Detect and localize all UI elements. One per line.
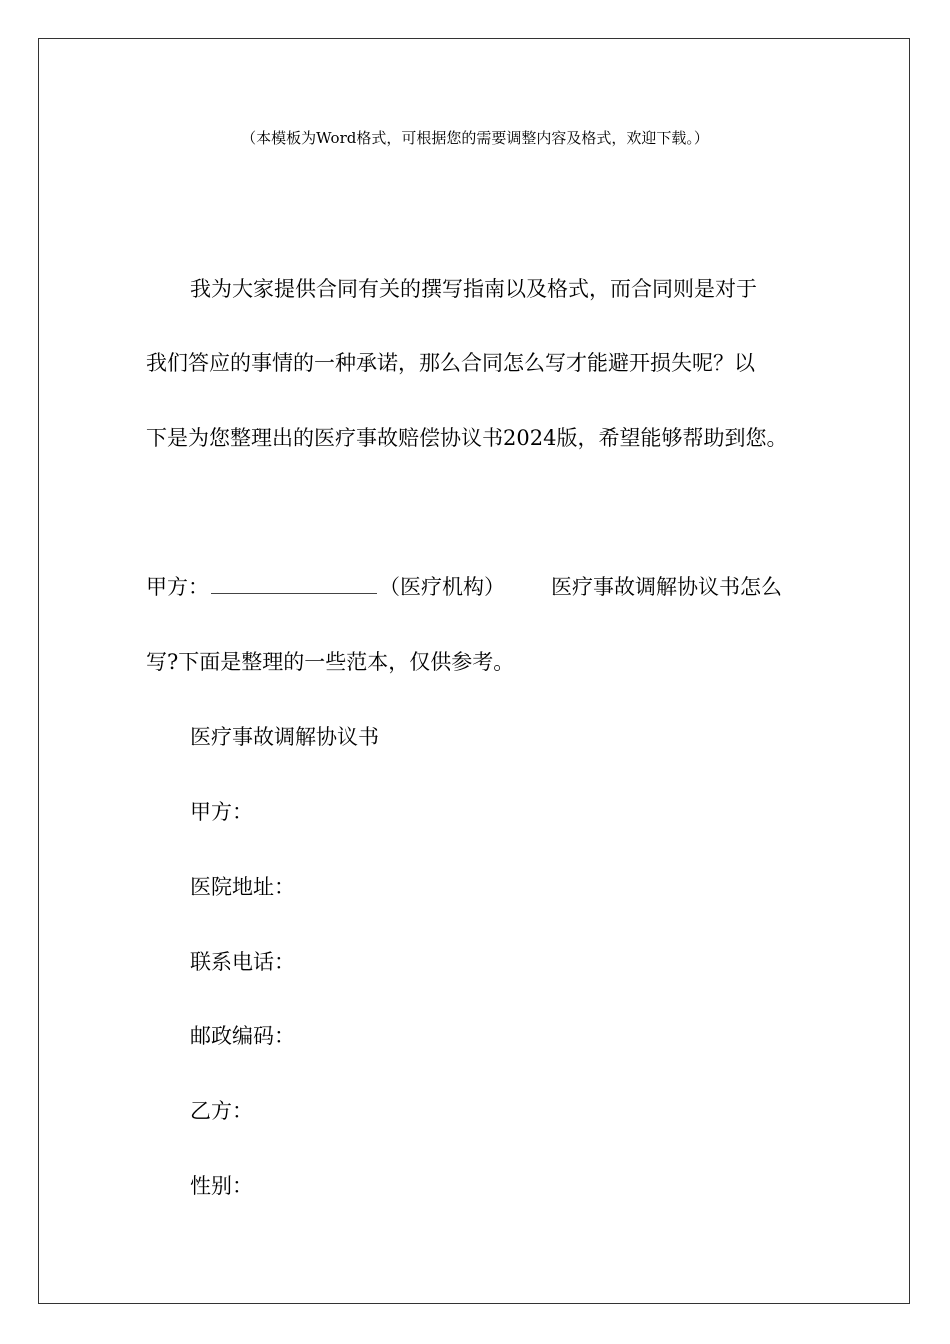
intro-line-1: 我为大家提供合同有关的撰写指南以及格式，而合同则是对于 xyxy=(190,277,757,301)
intro-line-3: 下是为您整理出的医疗事故赔偿协议书2024版，希望能够帮助到您。 xyxy=(146,426,788,450)
field-party-b: 乙方： xyxy=(190,1099,253,1123)
field-hospital-address: 医院地址： xyxy=(190,875,295,899)
party-a-label: 甲方： xyxy=(146,575,209,599)
party-a-blank[interactable] xyxy=(211,577,377,594)
party-a-line xyxy=(146,573,782,601)
intro-line-2: 我们答应的事情的一种承诺，那么合同怎么写才能避开损失呢？以 xyxy=(146,351,755,375)
agreement-title: 医疗事故调解协议书 xyxy=(190,725,379,749)
field-postal-code: 邮政编码： xyxy=(190,1024,295,1048)
template-note: （本模板为Word格式，可根据您的需要调整内容及格式，欢迎下载。） xyxy=(241,129,709,147)
field-party-a: 甲方： xyxy=(190,800,253,824)
party-a-continuation: 医疗事故调解协议书怎么 xyxy=(551,575,782,599)
party-a-line-2: 写?下面是整理的一些范本，仅供参考。 xyxy=(146,650,515,674)
field-gender: 性别： xyxy=(190,1174,253,1198)
party-a-suffix: （医疗机构） xyxy=(379,575,505,599)
field-phone: 联系电话： xyxy=(190,950,295,974)
